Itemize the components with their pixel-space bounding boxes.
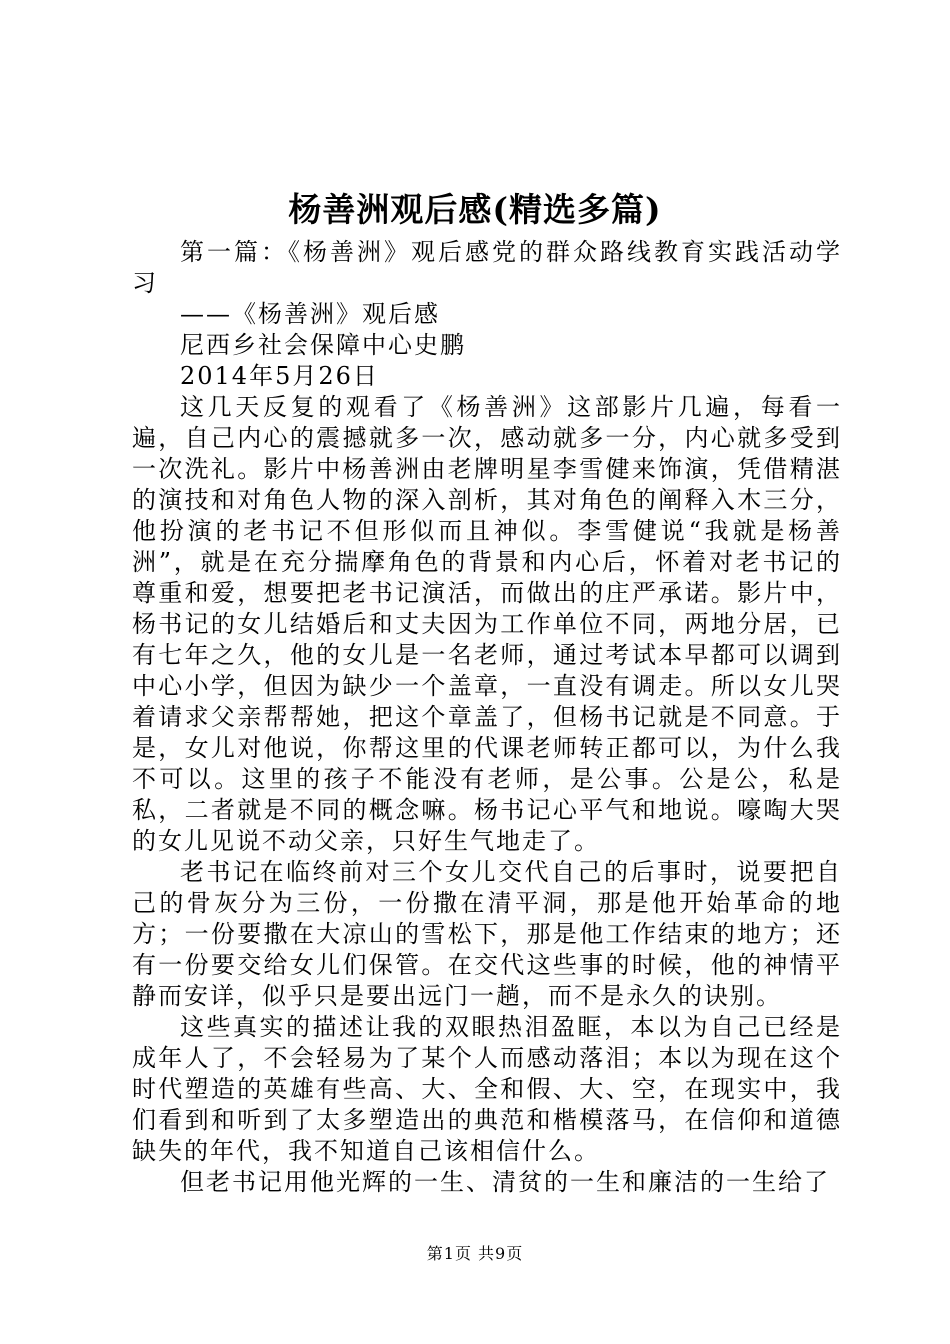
paragraph: 这几天反复的观看了《杨善洲》这部影片几遍，每看一遍，自己内心的震撼就多一次，感动就多一分，内心就多受到一次洗礼。影片中杨善洲由老牌明星李雪健来饰演，凭借精湛的演技和对角色人物的深入剖析，其对角色的阐释入木三分，他扮演的老书记不但形似而且神似。李雪健说“我就是杨善洲”，就是在充分揣摩角色的背景和内心后，怀着对老书记的尊重和爱，想要把老书记演活，而做出的庄严承诺。影片中，杨书记的女儿结婚后和丈夫因为工作单位不同，两地分居，已有七年之久，他的女儿是一名老师，通过考试本早都可以调到中心小学，但因为缺少一个盖章，一直没有调走。所以女儿哭着请求父亲帮帮她，把这个章盖了，但杨书记就是不同意。于是，女儿对他说，你帮这里的代课老师转正都可以，为什么我不可以。这里的孩子不能没有老师，是公事。公是公，私是私，二者就是不同的概念嘛。杨书记心平气和地说。嚎啕大哭的女儿见说不动父亲，只好生气地走了。 — [132, 393, 842, 855]
heading-line: 第一篇：《杨善洲》观后感党的群众路线教育实践活动学习 — [132, 238, 842, 297]
paragraph: 但老书记用他光辉的一生、清贫的一生和廉洁的一生给了 — [180, 1168, 830, 1196]
date-line: 2014年5月26日 — [180, 362, 379, 390]
paragraph: 老书记在临终前对三个女儿交代自己的后事时，说要把自己的骨灰分为三份，一份撒在清平洞，那是他开始革命的地方；一份要撒在大凉山的雪松下，那是他工作结束的地方；还有一份要交给女儿们保管。在交代这些事的时候，他的神情平静而安详，似乎只是要出远门一趟，而不是永久的诀别。 — [132, 858, 842, 1010]
document-title: 杨善洲观后感(精选多篇) — [288, 190, 662, 229]
paragraph: 这些真实的描述让我的双眼热泪盈眶，本以为自己已经是成年人了，不会轻易为了某个人而感动落泪；本以为现在这个时代塑造的英雄有些高、大、全和假、大、空，在现实中，我们看到和听到了太多塑造出的典范和楷模落马，在信仰和道德缺失的年代，我不知道自己该相信什么。 — [132, 1013, 842, 1165]
page-footer: 第1页 共9页 — [426, 1244, 524, 1263]
subtitle-line: ——《杨善洲》观后感 — [180, 300, 440, 328]
author-line: 尼西乡社会保障中心史鹏 — [180, 331, 466, 359]
document-body — [132, 237, 842, 1198]
